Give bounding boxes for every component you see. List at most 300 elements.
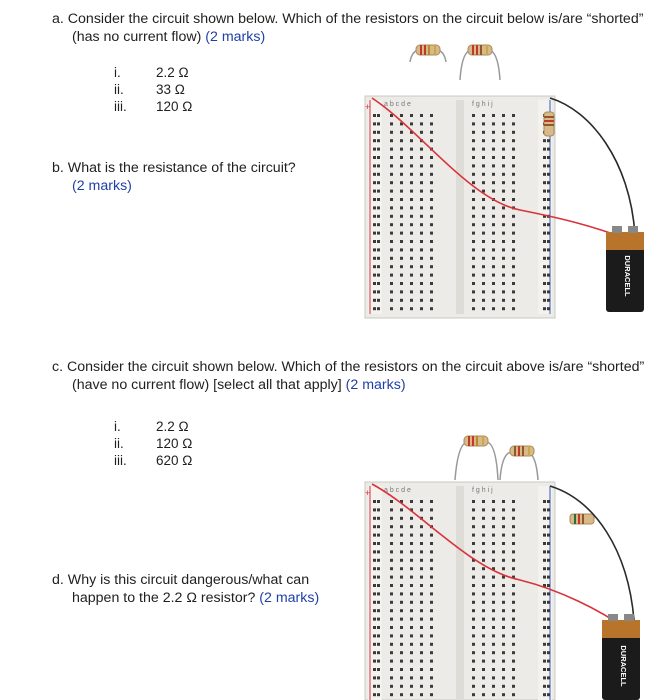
breadboard-hole: [543, 232, 546, 235]
breadboard-hole: [400, 559, 403, 562]
breadboard-hole: [512, 634, 515, 637]
breadboard-hole: [547, 592, 550, 595]
breadboard-hole: [377, 206, 380, 209]
breadboard-hole: [543, 693, 546, 696]
breadboard-hole: [472, 257, 475, 260]
breadboard-hole: [400, 550, 403, 553]
breadboard-hole: [543, 240, 546, 243]
breadboard-hole: [492, 223, 495, 226]
breadboard-hole: [502, 517, 505, 520]
breadboard-hole: [512, 148, 515, 151]
breadboard-hole: [492, 248, 495, 251]
breadboard-hole: [373, 693, 376, 696]
breadboard-hole: [400, 626, 403, 629]
breadboard-hole: [400, 525, 403, 528]
breadboard-hole: [492, 584, 495, 587]
breadboard-hole: [502, 290, 505, 293]
breadboard-hole: [502, 534, 505, 537]
breadboard-hole: [430, 265, 433, 268]
breadboard-hole: [373, 148, 376, 151]
columns-right-label: f g h i j: [472, 101, 493, 108]
breadboard-hole: [373, 131, 376, 134]
breadboard-hole: [502, 223, 505, 226]
breadboard-hole: [543, 164, 546, 167]
breadboard-hole: [472, 274, 475, 277]
breadboard-hole: [472, 651, 475, 654]
option-row: ii. 33 Ω: [114, 82, 185, 97]
breadboard-hole: [390, 643, 393, 646]
breadboard-hole: [472, 223, 475, 226]
breadboard-hole: [373, 265, 376, 268]
breadboard-hole: [373, 668, 376, 671]
question-b-label: b.: [52, 160, 64, 176]
question-a-text2: (has no current flow): [72, 29, 202, 45]
breadboard-hole: [377, 693, 380, 696]
breadboard-hole: [547, 206, 550, 209]
breadboard-hole: [420, 609, 423, 612]
breadboard-hole: [547, 307, 550, 310]
breadboard-hole: [492, 643, 495, 646]
breadboard-hole: [512, 567, 515, 570]
breadboard-hole: [547, 542, 550, 545]
breadboard-hole: [410, 685, 413, 688]
breadboard-hole: [482, 550, 485, 553]
breadboard-hole: [512, 592, 515, 595]
breadboard-hole: [492, 282, 495, 285]
breadboard-hole: [512, 626, 515, 629]
breadboard-hole: [482, 173, 485, 176]
breadboard-hole: [373, 517, 376, 520]
breadboard-hole: [373, 500, 376, 503]
breadboard-hole: [400, 232, 403, 235]
breadboard-hole: [373, 660, 376, 663]
breadboard-hole: [377, 643, 380, 646]
breadboard-hole: [547, 643, 550, 646]
breadboard-hole: [502, 693, 505, 696]
breadboard-hole: [482, 265, 485, 268]
breadboard-hole: [492, 232, 495, 235]
breadboard-hole: [547, 651, 550, 654]
breadboard-hole: [410, 634, 413, 637]
breadboard-hole: [543, 660, 546, 663]
breadboard-hole: [410, 576, 413, 579]
breadboard-hole: [482, 500, 485, 503]
breadboard-hole: [400, 274, 403, 277]
breadboard-hole: [373, 223, 376, 226]
breadboard-hole: [390, 265, 393, 268]
breadboard-hole: [420, 265, 423, 268]
breadboard-hole: [390, 584, 393, 587]
breadboard-hole: [373, 190, 376, 193]
option-value: 120 Ω: [156, 99, 193, 114]
breadboard-hole: [430, 559, 433, 562]
breadboard-hole: [377, 215, 380, 218]
breadboard-hole: [543, 248, 546, 251]
breadboard-hole: [512, 299, 515, 302]
breadboard-hole: [400, 148, 403, 151]
breadboard-hole: [400, 190, 403, 193]
breadboard-hole: [420, 257, 423, 260]
breadboard-hole: [547, 693, 550, 696]
breadboard-hole: [472, 534, 475, 537]
breadboard-hole: [547, 618, 550, 621]
breadboard-hole: [420, 164, 423, 167]
breadboard-hole: [482, 534, 485, 537]
breadboard-hole: [373, 534, 376, 537]
breadboard-hole: [547, 240, 550, 243]
breadboard-hole: [472, 693, 475, 696]
breadboard-hole: [420, 240, 423, 243]
breadboard-hole: [492, 274, 495, 277]
breadboard-hole: [492, 609, 495, 612]
breadboard-hole: [390, 634, 393, 637]
breadboard-hole: [430, 299, 433, 302]
breadboard-hole: [482, 131, 485, 134]
breadboard-hole: [543, 534, 546, 537]
breadboard-hole: [430, 508, 433, 511]
breadboard-hole: [543, 265, 546, 268]
breadboard-hole: [377, 240, 380, 243]
breadboard-hole: [472, 240, 475, 243]
breadboard-hole: [377, 660, 380, 663]
breadboard-hole: [482, 290, 485, 293]
breadboard-hole: [472, 139, 475, 142]
breadboard-hole: [472, 626, 475, 629]
breadboard-hole: [377, 274, 380, 277]
breadboard-hole: [390, 131, 393, 134]
breadboard-hole: [373, 685, 376, 688]
breadboard-hole: [547, 181, 550, 184]
breadboard-hole: [502, 206, 505, 209]
breadboard-hole: [420, 500, 423, 503]
breadboard-hole: [472, 609, 475, 612]
breadboard-hole: [410, 223, 413, 226]
breadboard-hole: [420, 693, 423, 696]
breadboard-hole: [420, 651, 423, 654]
breadboard-hole: [492, 517, 495, 520]
option-row: iii. 120 Ω: [114, 99, 193, 114]
breadboard-hole: [377, 299, 380, 302]
breadboard-hole: [430, 584, 433, 587]
breadboard-hole: [400, 651, 403, 654]
breadboard-hole: [420, 685, 423, 688]
breadboard-hole: [420, 173, 423, 176]
breadboard-hole: [512, 542, 515, 545]
resistor-3: [544, 112, 554, 136]
breadboard-hole: [512, 181, 515, 184]
breadboard-hole: [430, 517, 433, 520]
breadboard-hole: [472, 508, 475, 511]
breadboard-hole: [502, 181, 505, 184]
breadboard-hole: [400, 240, 403, 243]
breadboard-hole: [472, 676, 475, 679]
breadboard-hole: [430, 257, 433, 260]
breadboard-hole: [430, 651, 433, 654]
breadboard-hole: [482, 525, 485, 528]
battery-brand: DURACELL: [623, 255, 632, 297]
breadboard-hole: [547, 282, 550, 285]
breadboard-hole: [430, 240, 433, 243]
breadboard-hole: [410, 181, 413, 184]
breadboard-hole: [482, 576, 485, 579]
breadboard-hole: [390, 618, 393, 621]
breadboard-hole: [512, 534, 515, 537]
breadboard-hole: [502, 601, 505, 604]
breadboard-hole: [410, 542, 413, 545]
resistor-3: [570, 514, 594, 524]
breadboard-hole: [547, 248, 550, 251]
breadboard-hole: [482, 626, 485, 629]
breadboard-hole: [512, 584, 515, 587]
breadboard-hole: [482, 282, 485, 285]
breadboard-hole: [472, 660, 475, 663]
breadboard-hole: [410, 307, 413, 310]
breadboard-hole: [512, 282, 515, 285]
breadboard-hole: [472, 148, 475, 151]
breadboard-hole: [502, 215, 505, 218]
breadboard-hole: [472, 500, 475, 503]
breadboard-hole: [482, 156, 485, 159]
breadboard-hole: [502, 232, 505, 235]
question-d-marks: (2 marks): [259, 590, 320, 606]
breadboard-hole: [543, 634, 546, 637]
breadboard-hole: [547, 257, 550, 260]
breadboard-hole: [420, 122, 423, 125]
breadboard-hole: [472, 634, 475, 637]
breadboard-hole: [410, 584, 413, 587]
breadboard-hole: [377, 534, 380, 537]
breadboard-hole: [410, 265, 413, 268]
battery-brand: DURACELL: [619, 645, 628, 687]
breadboard-hole: [492, 131, 495, 134]
breadboard-hole: [482, 651, 485, 654]
breadboard-hole: [543, 643, 546, 646]
breadboard-hole: [512, 274, 515, 277]
breadboard-hole: [482, 114, 485, 117]
breadboard-hole: [400, 164, 403, 167]
breadboard-hole: [420, 248, 423, 251]
breadboard-hole: [492, 550, 495, 553]
breadboard-hole: [410, 592, 413, 595]
breadboard-hole: [472, 156, 475, 159]
breadboard-hole: [420, 643, 423, 646]
breadboard-hole: [373, 651, 376, 654]
option-row: ii. 120 Ω: [114, 436, 193, 451]
breadboard-hole: [377, 651, 380, 654]
columns-left-label: a b c d e: [384, 487, 411, 494]
breadboard-hole: [472, 643, 475, 646]
breadboard-hole: [400, 693, 403, 696]
breadboard-hole: [410, 148, 413, 151]
breadboard-hole: [430, 618, 433, 621]
breadboard-hole: [390, 156, 393, 159]
breadboard-hole: [390, 517, 393, 520]
breadboard-hole: [547, 148, 550, 151]
breadboard-hole: [400, 576, 403, 579]
breadboard-hole: [373, 114, 376, 117]
breadboard-hole: [472, 248, 475, 251]
breadboard-hole: [420, 148, 423, 151]
breadboard-hole: [410, 525, 413, 528]
breadboard-hole: [512, 223, 515, 226]
breadboard-hole: [400, 601, 403, 604]
breadboard-hole: [373, 618, 376, 621]
breadboard-hole: [512, 609, 515, 612]
breadboard-hole: [400, 592, 403, 595]
breadboard-hole: [373, 206, 376, 209]
breadboard-hole: [390, 139, 393, 142]
breadboard-hole: [543, 223, 546, 226]
breadboard-hole: [492, 240, 495, 243]
breadboard-hole: [482, 274, 485, 277]
breadboard-hole: [502, 542, 505, 545]
breadboard-hole: [512, 676, 515, 679]
breadboard-hole: [543, 500, 546, 503]
breadboard-hole: [547, 576, 550, 579]
breadboard-hole: [512, 618, 515, 621]
breadboard-hole: [390, 240, 393, 243]
breadboard-hole: [547, 198, 550, 201]
breadboard-hole: [512, 190, 515, 193]
breadboard-hole: [400, 668, 403, 671]
breadboard-hole: [502, 685, 505, 688]
breadboard-hole: [410, 114, 413, 117]
breadboard-hole: [410, 534, 413, 537]
breadboard-hole: [420, 676, 423, 679]
breadboard-hole: [410, 122, 413, 125]
breadboard-hole: [492, 299, 495, 302]
breadboard-hole: [430, 198, 433, 201]
breadboard-hole: [410, 164, 413, 167]
breadboard-hole: [502, 131, 505, 134]
breadboard-hole: [390, 181, 393, 184]
breadboard-hole: [410, 500, 413, 503]
breadboard-hole: [400, 307, 403, 310]
breadboard-hole: [420, 156, 423, 159]
breadboard-hole: [512, 601, 515, 604]
question-a-label: a.: [52, 11, 64, 27]
breadboard-hole: [430, 282, 433, 285]
breadboard-hole: [543, 550, 546, 553]
breadboard-hole: [472, 181, 475, 184]
breadboard-hole: [410, 290, 413, 293]
breadboard-hole: [410, 173, 413, 176]
breadboard-hole: [420, 282, 423, 285]
breadboard-hole: [420, 559, 423, 562]
breadboard-hole: [512, 508, 515, 511]
breadboard-hole: [430, 634, 433, 637]
breadboard-hole: [420, 274, 423, 277]
breadboard-hole: [472, 290, 475, 293]
breadboard-hole: [377, 232, 380, 235]
breadboard-hole: [512, 240, 515, 243]
breadboard-hole: [547, 290, 550, 293]
breadboard-hole: [492, 257, 495, 260]
breadboard-hole: [492, 676, 495, 679]
breadboard-hole: [502, 525, 505, 528]
breadboard-hole: [492, 525, 495, 528]
breadboard-hole: [420, 601, 423, 604]
breadboard-hole: [420, 634, 423, 637]
breadboard-hole: [373, 198, 376, 201]
breadboard-hole: [472, 685, 475, 688]
breadboard-hole: [390, 206, 393, 209]
breadboard-hole: [410, 676, 413, 679]
breadboard-hole: [390, 685, 393, 688]
breadboard-hole: [482, 609, 485, 612]
breadboard-hole: [543, 206, 546, 209]
breadboard-hole: [420, 215, 423, 218]
breadboard-hole: [410, 517, 413, 520]
breadboard-hole: [472, 282, 475, 285]
question-b-marks: (2 marks): [72, 178, 132, 194]
breadboard-hole: [377, 550, 380, 553]
breadboard-hole: [390, 274, 393, 277]
breadboard-hole: [420, 525, 423, 528]
breadboard-hole: [547, 525, 550, 528]
breadboard-hole: [373, 601, 376, 604]
breadboard-hole: [377, 181, 380, 184]
breadboard-hole: [373, 173, 376, 176]
breadboard-hole: [390, 148, 393, 151]
breadboard-hole: [430, 164, 433, 167]
breadboard-hole: [502, 567, 505, 570]
breadboard-hole: [420, 190, 423, 193]
breadboard-hole: [373, 576, 376, 579]
breadboard-hole: [512, 307, 515, 310]
breadboard-hole: [502, 265, 505, 268]
breadboard-hole: [430, 601, 433, 604]
breadboard-hole: [472, 232, 475, 235]
breadboard-hole: [492, 685, 495, 688]
breadboard-hole: [502, 500, 505, 503]
breadboard-hole: [512, 232, 515, 235]
breadboard-hole: [390, 567, 393, 570]
breadboard-hole: [502, 173, 505, 176]
breadboard-hole: [400, 156, 403, 159]
breadboard-hole: [410, 206, 413, 209]
breadboard-hole: [472, 265, 475, 268]
breadboard-hole: [482, 685, 485, 688]
breadboard-hole: [390, 290, 393, 293]
breadboard-hole: [377, 307, 380, 310]
breadboard-hole: [543, 525, 546, 528]
breadboard-hole: [472, 215, 475, 218]
breadboard-hole: [512, 257, 515, 260]
breadboard-hole: [377, 131, 380, 134]
breadboard-hole: [512, 517, 515, 520]
breadboard-hole: [482, 542, 485, 545]
question-d-text2: happen to the 2.2 Ω resistor?: [72, 590, 256, 606]
breadboard-hole: [512, 198, 515, 201]
breadboard-hole: [482, 206, 485, 209]
breadboard-hole: [547, 265, 550, 268]
breadboard-hole: [492, 307, 495, 310]
breadboard-hole: [547, 534, 550, 537]
breadboard-hole: [377, 164, 380, 167]
question-a-options: [114, 64, 192, 115]
breadboard-hole: [472, 164, 475, 167]
breadboard-hole: [390, 299, 393, 302]
breadboard-hole: [400, 299, 403, 302]
breadboard-hole: [420, 534, 423, 537]
breadboard-hole: [482, 601, 485, 604]
breadboard-hole: [543, 601, 546, 604]
breadboard-hole: [400, 257, 403, 260]
breadboard-hole: [373, 525, 376, 528]
breadboard-hole: [420, 592, 423, 595]
breadboard-hole: [492, 693, 495, 696]
